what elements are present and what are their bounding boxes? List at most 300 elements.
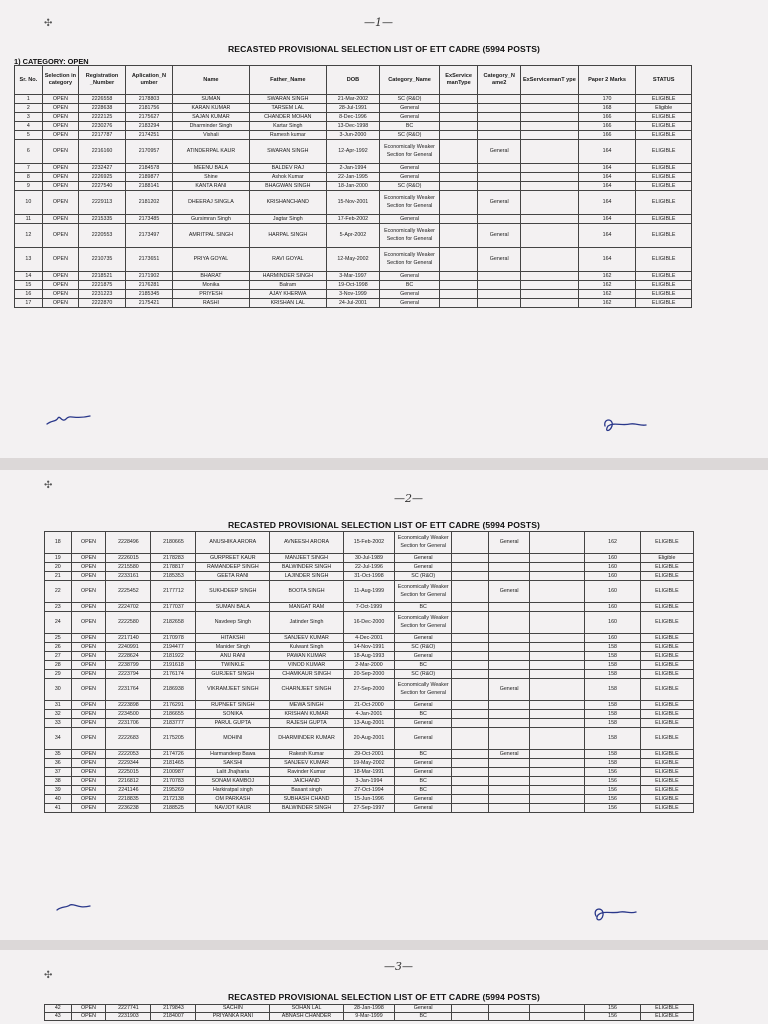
table-cell: General [395,563,452,572]
table-cell [439,299,477,308]
table-cell [489,661,530,670]
table-cell: SUMAN [172,95,249,104]
table-row [45,572,694,581]
table-cell: BALWINDER SINGH [270,804,344,813]
table-cell: DHARMINDER KUMAR [270,728,344,750]
table-cell: General [380,173,440,182]
table-cell: ELIGIBLE [636,248,692,272]
table-cell: HITAKSHI [196,634,270,643]
table-cell: 2178283 [151,554,196,563]
table-cell: ELIGIBLE [640,786,693,795]
table-cell: 3-Mar-1997 [326,272,379,281]
table-cell [521,215,579,224]
table-cell: MANGAT RAM [270,603,344,612]
column-header: Sr. No. [15,66,43,95]
table-row [45,728,694,750]
table-cell [489,572,530,581]
table-cell: ELIGIBLE [636,281,692,290]
table-cell: GEETA RANI [196,572,270,581]
table-cell: 20 [45,563,72,572]
table-cell: 2-Mar-2000 [343,661,394,670]
table-row [15,224,692,248]
table-cell: 11 [15,215,43,224]
table-cell: BC [395,777,452,786]
table-cell [530,532,585,554]
table-cell [452,750,489,759]
table-cell: HARPAL SINGH [249,224,326,248]
table-cell: 33 [45,719,72,728]
table-cell [530,701,585,710]
table-cell: 4-Jan-2001 [343,710,394,719]
table-cell [530,670,585,679]
table-cell: 2224702 [106,603,151,612]
table-cell: 2234500 [106,710,151,719]
punch-mark: ✣ [44,970,53,981]
table-row [45,795,694,804]
table-cell: General [478,224,521,248]
table-cell: ANU RANI [196,652,270,661]
table-cell: SC (R&O) [395,572,452,581]
table-cell: ELIGIBLE [640,1013,693,1021]
table-cell: Economically Weaker Section for General [380,224,440,248]
table-cell [530,710,585,719]
table-cell [478,215,521,224]
table-row [45,1013,694,1021]
table-row [15,290,692,299]
table-cell: 2223898 [106,701,151,710]
table-cell [530,1005,585,1013]
table-cell: 2185345 [126,290,173,299]
table-cell: 5-Apr-2002 [326,224,379,248]
table-cell: General [380,272,440,281]
table-cell [439,113,477,122]
table-cell [439,224,477,248]
table-row [45,710,694,719]
table-row [15,182,692,191]
table-cell [439,191,477,215]
column-header: Registration _Number [79,66,126,95]
table-cell: SUMAN BALA [196,603,270,612]
table-cell: 2170978 [151,634,196,643]
table-cell: OPEN [71,603,106,612]
table-cell: ELIGIBLE [636,173,692,182]
table-cell: MOHINI [196,728,270,750]
table-cell: 2232427 [79,164,126,173]
table-cell [478,95,521,104]
table-cell: 27-Sep-2000 [343,679,394,701]
table-cell: 162 [578,281,636,290]
table-cell: ELIGIBLE [636,290,692,299]
table-cell [489,1013,530,1021]
table-cell: 166 [578,113,636,122]
table-cell [478,182,521,191]
table-cell: 2218521 [79,272,126,281]
table-cell: 2170957 [126,140,173,164]
table-cell [452,728,489,750]
table-cell [478,290,521,299]
table-cell [452,1013,489,1021]
table-cell: 39 [45,786,72,795]
table-cell: OPEN [71,710,106,719]
table-cell: 2185353 [151,572,196,581]
table-cell: 2180665 [151,532,196,554]
table-cell [530,795,585,804]
table-cell: 2181922 [151,652,196,661]
table-cell [452,759,489,768]
table-cell: 2188141 [126,182,173,191]
table-cell: General [395,701,452,710]
table-cell [439,164,477,173]
table-cell: 158 [585,643,640,652]
table-cell: Economically Weaker Section for General [380,248,440,272]
table-cell: ELIGIBLE [640,634,693,643]
table-cell: VIKRAMJEET SINGH [196,679,270,701]
table-cell: OPEN [71,554,106,563]
page-number: —1— [364,16,393,29]
table-cell: 29 [45,670,72,679]
table-cell: 43 [45,1013,72,1021]
table-cell: 2228638 [79,104,126,113]
table-cell [489,804,530,813]
table-cell [489,777,530,786]
table-cell: SC (R&O) [395,670,452,679]
table-cell: OPEN [42,131,78,140]
table-cell: OPEN [71,643,106,652]
table-row [45,563,694,572]
table-cell: 2230276 [79,122,126,131]
table-row [45,759,694,768]
table-cell: OPEN [71,581,106,603]
table-cell: Ramesh kumar [249,131,326,140]
table-cell: HARMINDER SINGH [249,272,326,281]
table-row [15,299,692,308]
table-cell: 9-Mar-1999 [343,1013,394,1021]
table-row [45,786,694,795]
table-cell: Economically Weaker Section for General [395,612,452,634]
table-cell: 2178817 [151,563,196,572]
table-cell: OPEN [71,701,106,710]
table-cell: OPEN [71,563,106,572]
table-cell: Monika [172,281,249,290]
table-cell: General [395,759,452,768]
table-cell: 12 [15,224,43,248]
table-cell: 158 [585,679,640,701]
table-cell: 21 [45,572,72,581]
table-row [15,104,692,113]
table-cell: Basant singh [270,786,344,795]
table-cell [489,652,530,661]
table-cell [489,612,530,634]
table-cell: OPEN [71,750,106,759]
table-cell: ELIGIBLE [636,131,692,140]
table-cell: 7-Oct-1999 [343,603,394,612]
table-cell: RASHI [172,299,249,308]
table-cell: ELIGIBLE [640,728,693,750]
table-cell: General [489,581,530,603]
table-cell: SONIKA [196,710,270,719]
document-page-1 [0,0,768,458]
table-cell: 40 [45,795,72,804]
table-cell: 38 [45,777,72,786]
table-cell: ELIGIBLE [640,1005,693,1013]
table-cell [530,777,585,786]
table-cell: KRISHAN LAL [249,299,326,308]
table-cell [521,113,579,122]
table-cell: 26 [45,643,72,652]
table-cell [521,122,579,131]
table-cell: General [489,532,530,554]
table-cell: ELIGIBLE [640,795,693,804]
table-cell: 2231764 [106,679,151,701]
table-cell: 168 [578,104,636,113]
table-cell: 5 [15,131,43,140]
table-cell: CHAMKAUR SINGH [270,670,344,679]
table-cell: 31-Oct-1998 [343,572,394,581]
table-cell: 164 [578,224,636,248]
table-cell: 19-May-2002 [343,759,394,768]
table-cell [489,634,530,643]
table-cell: 32 [45,710,72,719]
table-cell: 3-Jan-1994 [343,777,394,786]
table-cell: 2220553 [79,224,126,248]
table-cell: OPEN [71,786,106,795]
table-cell: BC [380,122,440,131]
table-cell: 164 [578,140,636,164]
table-cell [439,140,477,164]
table-cell: OPEN [42,95,78,104]
table-cell: 2222053 [106,750,151,759]
table-cell: SWARAN SINGH [249,95,326,104]
table-cell [521,290,579,299]
table-cell: 156 [585,804,640,813]
table-cell: 2227741 [106,1005,151,1013]
table-cell: ELIGIBLE [640,719,693,728]
table-cell: 2222580 [106,612,151,634]
table-cell: BALDEV RAJ [249,164,326,173]
table-cell: 2218835 [106,795,151,804]
table-cell [530,572,585,581]
table-cell: 2 [15,104,43,113]
table-cell [452,679,489,701]
table-cell: ELIGIBLE [640,804,693,813]
table-cell: 13-Dec-1998 [326,122,379,131]
table-cell: GURPREET KAUR [196,554,270,563]
table-cell: KRISHANCHAND [249,191,326,215]
table-cell: Economically Weaker Section for General [395,581,452,603]
table-cell: General [395,1005,452,1013]
table-row [45,768,694,777]
table-cell: 22 [45,581,72,603]
table-cell: OPEN [71,1005,106,1013]
table-row [45,652,694,661]
table-cell: 2191618 [151,661,196,670]
table-cell: KRISHAN KUMAR [270,710,344,719]
table-cell: BHARAT [172,272,249,281]
table-cell [452,710,489,719]
table-row [15,113,692,122]
table-cell: Manider Singh [196,643,270,652]
table-cell: AJAY KHERWA [249,290,326,299]
table-cell [478,113,521,122]
table-cell: 2176281 [126,281,173,290]
table-cell: GURJEET SINGH [196,670,270,679]
table-cell: 2188525 [151,804,196,813]
table-cell: OPEN [42,215,78,224]
table-cell: OPEN [42,299,78,308]
table-cell: 2181756 [126,104,173,113]
table-cell: 2229113 [79,191,126,215]
table-cell: 164 [578,182,636,191]
table-cell: OPEN [42,104,78,113]
table-cell: 158 [585,710,640,719]
table-cell: 158 [585,701,640,710]
table-cell: Ravinder Kumar [270,768,344,777]
table-cell [489,795,530,804]
table-cell: OPEN [42,164,78,173]
table-cell: 2172138 [151,795,196,804]
table-cell: ELIGIBLE [640,759,693,768]
table-cell [452,661,489,670]
table-cell: 25 [45,634,72,643]
table-cell: 2231903 [106,1013,151,1021]
table-cell [530,750,585,759]
table-cell [530,728,585,750]
table-cell [452,634,489,643]
table-cell: PRIYANKA RANI [196,1013,270,1021]
table-cell: Harkiratpal singh [196,786,270,795]
table-cell [521,164,579,173]
table-cell [489,768,530,777]
table-cell [530,563,585,572]
table-cell: General [489,679,530,701]
table-cell: 8-Dec-1996 [326,113,379,122]
column-header: Name [172,66,249,95]
table-cell: 2-Jan-1994 [326,164,379,173]
table-cell: 19-Oct-1998 [326,281,379,290]
table-cell: 2233161 [106,572,151,581]
table-cell: 166 [578,131,636,140]
table-cell: Eligible [640,554,693,563]
table-cell [489,710,530,719]
table-cell: OPEN [71,795,106,804]
table-cell [452,804,489,813]
table-cell: TARSEM LAL [249,104,326,113]
table-cell: JAICHAND [270,777,344,786]
table-cell: SANJEEV KUMAR [270,634,344,643]
table-cell: 158 [585,652,640,661]
table-cell [530,652,585,661]
table-header-row [15,66,692,95]
table-cell: ELIGIBLE [640,603,693,612]
table-cell: ELIGIBLE [636,182,692,191]
table-cell: 2176174 [151,670,196,679]
table-cell: 20-Sep-2000 [343,670,394,679]
column-header: Paper 2 Marks [578,66,636,95]
table-cell: BC [395,710,452,719]
table-row [15,140,692,164]
table-cell: 160 [585,581,640,603]
table-cell [489,728,530,750]
table-cell: NAVJOT KAUR [196,804,270,813]
table-cell: SOHAN LAL [270,1005,344,1013]
table-cell: 2186655 [151,710,196,719]
table-cell [489,643,530,652]
table-cell: 12-Apr-1992 [326,140,379,164]
column-header: Category_N ame2 [478,66,521,95]
table-row [45,804,694,813]
table-cell: ELIGIBLE [640,768,693,777]
table-cell: KANTA RANI [172,182,249,191]
table-cell: TWINKLE [196,661,270,670]
table-cell: 2226558 [79,95,126,104]
table-cell [489,563,530,572]
table-cell: 2184007 [151,1013,196,1021]
table-row [15,248,692,272]
table-cell: OPEN [71,532,106,554]
table-cell [452,554,489,563]
table-cell: 2181202 [126,191,173,215]
table-cell: 2238799 [106,661,151,670]
table-cell: 42 [45,1005,72,1013]
table-row [15,281,692,290]
table-row [45,750,694,759]
signature [54,898,94,918]
table-cell: 2175205 [151,728,196,750]
table-cell: ELIGIBLE [640,532,693,554]
table-cell: ELIGIBLE [640,661,693,670]
table-cell: 2241146 [106,786,151,795]
table-row [45,581,694,603]
table-cell: 2176291 [151,701,196,710]
table-row [45,701,694,710]
table-cell [439,290,477,299]
table-cell: 3 [15,113,43,122]
table-cell [439,281,477,290]
table-cell [452,777,489,786]
table-cell: OPEN [42,224,78,248]
table-cell: 2177037 [151,603,196,612]
column-header: Selection in category [42,66,78,95]
table-cell: 2229344 [106,759,151,768]
table-cell: General [395,554,452,563]
table-cell: 2227540 [79,182,126,191]
table-cell: 18-Jan-2000 [326,182,379,191]
table-cell [439,173,477,182]
table-cell: 6 [15,140,43,164]
table-cell [452,670,489,679]
table-cell: SAJAN KUMAR [172,113,249,122]
table-cell: 12-May-2002 [326,248,379,272]
table-cell: General [380,113,440,122]
table-cell: 156 [585,786,640,795]
table-cell: 2223794 [106,670,151,679]
table-cell: 2240991 [106,643,151,652]
table-cell: General [395,795,452,804]
table-cell: OPEN [42,122,78,131]
table-cell: General [380,215,440,224]
table-cell: 2210735 [79,248,126,272]
table-cell: 18-Aug-1993 [343,652,394,661]
table-cell: 15 [15,281,43,290]
table-cell: Jagtar Singh [249,215,326,224]
table-cell [452,572,489,581]
table-cell [478,122,521,131]
table-cell: 2183777 [151,719,196,728]
table-cell [452,643,489,652]
table-cell: 29-Oct-2001 [343,750,394,759]
document-page-3 [0,950,768,1024]
table-cell [452,768,489,777]
